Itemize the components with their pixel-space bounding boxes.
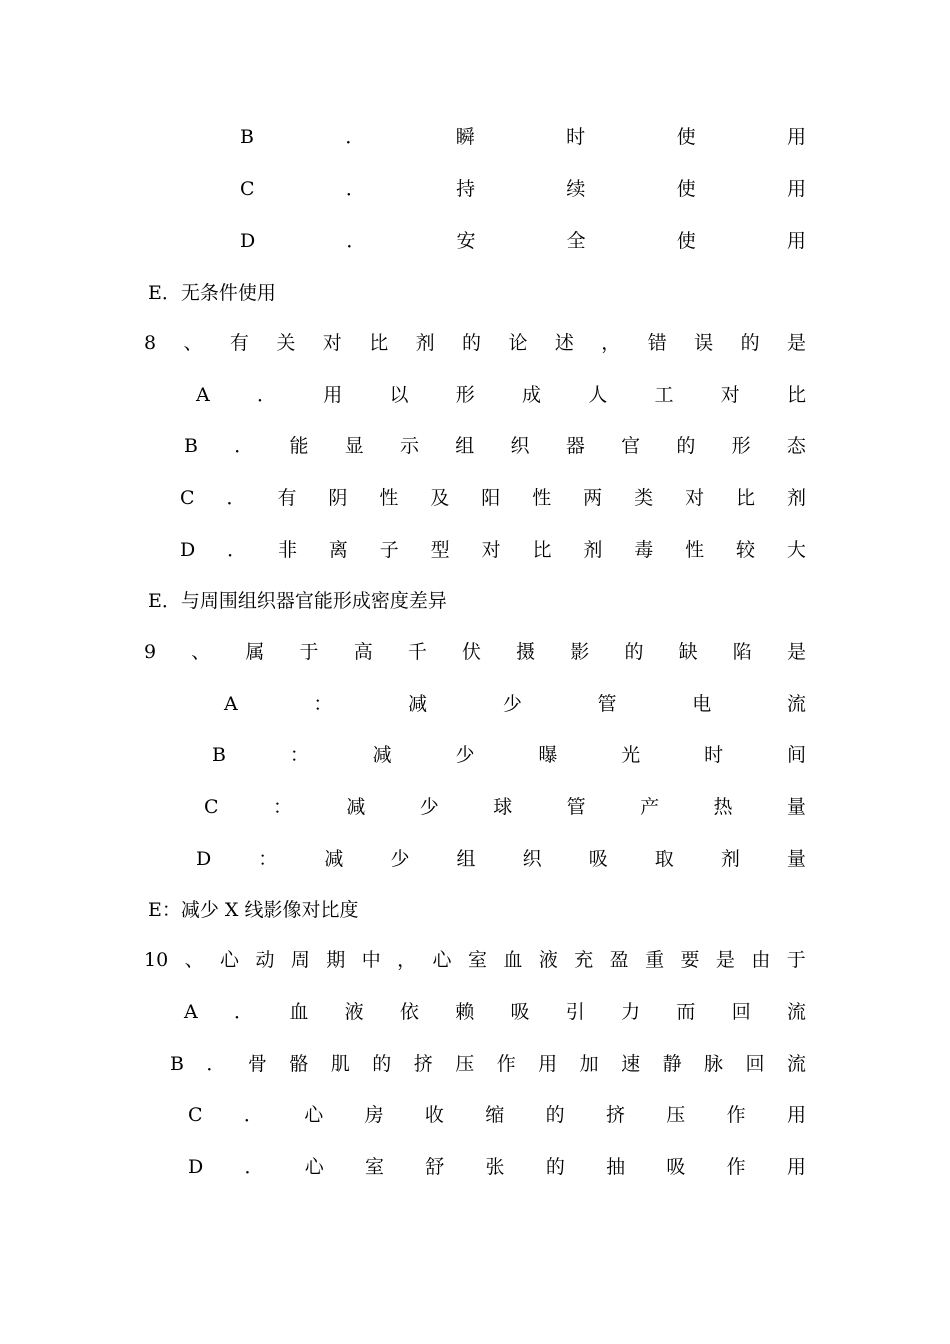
glyph: 是: [715, 949, 735, 971]
text-line: [240, 226, 806, 256]
glyph: 球: [493, 796, 513, 818]
glyph: 持: [456, 178, 476, 200]
glyph: 非: [278, 539, 298, 561]
option-9b: [0, 740, 950, 770]
text-line: [144, 945, 806, 975]
glyph: 续: [566, 178, 586, 200]
glyph: 是: [786, 641, 806, 663]
glyph: 室: [467, 949, 487, 971]
text-line: [240, 122, 806, 152]
glyph: C: [188, 1104, 203, 1126]
glyph: 流: [786, 1053, 806, 1075]
glyph: 周: [290, 949, 310, 971]
text-line: [170, 1049, 806, 1079]
glyph: 对: [720, 384, 740, 406]
glyph: 使: [676, 178, 696, 200]
glyph: 8: [144, 332, 157, 354]
glyph: 错: [647, 332, 667, 354]
glyph: 减: [408, 693, 428, 715]
option-8c: [0, 483, 950, 513]
glyph: 静: [662, 1053, 682, 1075]
glyph: 的: [545, 1104, 565, 1126]
glyph: 血: [289, 1001, 309, 1023]
glyph: 组: [455, 435, 475, 457]
glyph: A: [184, 1001, 198, 1023]
glyph: 的: [676, 435, 696, 457]
glyph: 依: [399, 1001, 419, 1023]
text-line: [196, 380, 806, 410]
glyph: 少: [390, 848, 410, 870]
text-line: [212, 740, 806, 770]
glyph: 舒: [425, 1156, 445, 1178]
text-line: [180, 483, 806, 513]
text-line: [224, 689, 806, 719]
glyph: D: [196, 848, 212, 870]
glyph: 用: [786, 1156, 806, 1178]
glyph: 量: [786, 848, 806, 870]
glyph: ．: [234, 435, 254, 457]
glyph: 组: [456, 848, 476, 870]
glyph: 比: [786, 384, 806, 406]
glyph: 形: [455, 384, 475, 406]
glyph: 心: [432, 949, 452, 971]
glyph: 剂: [720, 848, 740, 870]
glyph: 缩: [485, 1104, 505, 1126]
glyph: 减: [346, 796, 366, 818]
glyph: B: [212, 744, 226, 766]
glyph: 挤: [413, 1053, 433, 1075]
glyph: 比: [736, 487, 756, 509]
glyph: ，: [397, 949, 417, 971]
glyph: 作: [726, 1156, 746, 1178]
glyph: 电: [692, 693, 712, 715]
glyph: 肌: [330, 1053, 350, 1075]
glyph: 流: [786, 1001, 806, 1023]
glyph: 人: [588, 384, 608, 406]
glyph: 有: [229, 332, 249, 354]
glyph: 少: [455, 744, 475, 766]
glyph: 少: [419, 796, 439, 818]
glyph: 压: [666, 1104, 686, 1126]
glyph: ．: [226, 487, 246, 509]
glyph: 挤: [605, 1104, 625, 1126]
option-7e: [0, 278, 950, 308]
glyph: A: [224, 693, 238, 715]
glyph: 比: [532, 539, 552, 561]
glyph: 热: [713, 796, 733, 818]
glyph: 光: [621, 744, 641, 766]
text-line: [196, 844, 806, 874]
glyph: 摄: [516, 641, 536, 663]
glyph: 用: [323, 384, 343, 406]
glyph: 的: [372, 1053, 392, 1075]
glyph: 少: [502, 693, 522, 715]
glyph: 形: [731, 435, 751, 457]
text-line: [188, 1100, 806, 1130]
text-line: E．与周围组织器官能形成密度差异: [148, 590, 447, 612]
text-line: [144, 637, 806, 667]
glyph: 作: [726, 1104, 746, 1126]
glyph: 中: [361, 949, 381, 971]
text-line: E．无条件使用: [148, 282, 276, 304]
glyph: 成: [521, 384, 541, 406]
glyph: A: [196, 384, 210, 406]
option-9c: [0, 792, 950, 822]
glyph: 器: [565, 435, 585, 457]
glyph: 性: [532, 487, 552, 509]
glyph: 论: [508, 332, 528, 354]
glyph: 取: [654, 848, 674, 870]
glyph: 对: [685, 487, 705, 509]
option-10b: [0, 1049, 950, 1079]
glyph: 影: [570, 641, 590, 663]
glyph: 盈: [609, 949, 629, 971]
glyph: 伏: [462, 641, 482, 663]
glyph: B: [184, 435, 198, 457]
glyph: 全: [566, 230, 586, 252]
glyph: 大: [786, 539, 806, 561]
glyph: 回: [745, 1053, 765, 1075]
glyph: 吸: [666, 1156, 686, 1178]
glyph: 述: [554, 332, 574, 354]
glyph: 安: [456, 230, 476, 252]
glyph: 、: [184, 949, 204, 971]
glyph: 管: [597, 693, 617, 715]
glyph: ．: [243, 1104, 263, 1126]
glyph: 是: [786, 332, 806, 354]
glyph: 较: [736, 539, 756, 561]
glyph: ．: [345, 126, 365, 148]
text-line: [204, 792, 806, 822]
glyph: 两: [583, 487, 603, 509]
glyph: 赖: [455, 1001, 475, 1023]
glyph: 用: [538, 1053, 558, 1075]
glyph: 示: [400, 435, 420, 457]
glyph: 时: [704, 744, 724, 766]
glyph: 于: [299, 641, 319, 663]
glyph: D: [240, 230, 256, 252]
glyph: 期: [326, 949, 346, 971]
option-8d: [0, 535, 950, 565]
glyph: 骼: [289, 1053, 309, 1075]
glyph: 陷: [732, 641, 752, 663]
glyph: 充: [574, 949, 594, 971]
glyph: 作: [496, 1053, 516, 1075]
glyph: 引: [565, 1001, 585, 1023]
glyph: 速: [621, 1053, 641, 1075]
option-9a: [0, 689, 950, 719]
glyph: 态: [786, 435, 806, 457]
option-10d: [0, 1152, 950, 1182]
text-line: [144, 328, 806, 358]
glyph: 脉: [704, 1053, 724, 1075]
glyph: 间: [786, 744, 806, 766]
option-10c: [0, 1100, 950, 1130]
glyph: 力: [621, 1001, 641, 1023]
glyph: 收: [424, 1104, 444, 1126]
option-7d: [0, 226, 950, 256]
glyph: 剂: [786, 487, 806, 509]
option-8a: [0, 380, 950, 410]
glyph: 阳: [481, 487, 501, 509]
option-8e: [0, 586, 950, 616]
glyph: C: [240, 178, 255, 200]
glyph: 流: [786, 693, 806, 715]
glyph: 张: [485, 1156, 505, 1178]
option-9d: [0, 844, 950, 874]
glyph: 能: [289, 435, 309, 457]
glyph: 量: [786, 796, 806, 818]
glyph: 动: [255, 949, 275, 971]
text-line: [184, 997, 806, 1027]
glyph: 剂: [583, 539, 603, 561]
glyph: 用: [786, 230, 806, 252]
glyph: 心: [220, 949, 240, 971]
glyph: 的: [545, 1156, 565, 1178]
option-8b: [0, 431, 950, 461]
glyph: 瞬: [455, 126, 475, 148]
option-7c: [0, 174, 950, 204]
glyph: 9: [144, 641, 157, 663]
glyph: 管: [566, 796, 586, 818]
glyph: ：: [289, 744, 309, 766]
glyph: ：: [313, 693, 333, 715]
glyph: 、: [183, 332, 203, 354]
question-10: [0, 945, 950, 975]
glyph: B: [170, 1053, 184, 1075]
glyph: 心: [304, 1156, 324, 1178]
glyph: 子: [379, 539, 399, 561]
glyph: 吸: [510, 1001, 530, 1023]
glyph: 回: [731, 1001, 751, 1023]
glyph: 型: [430, 539, 450, 561]
text-line: [188, 1152, 806, 1182]
text-line: E：减少 X 线影像对比度: [148, 899, 359, 921]
glyph: 性: [379, 487, 399, 509]
glyph: ：: [258, 848, 278, 870]
glyph: 减: [324, 848, 344, 870]
glyph: 时: [566, 126, 586, 148]
glyph: 而: [676, 1001, 696, 1023]
glyph: 房: [364, 1104, 384, 1126]
glyph: D: [180, 539, 196, 561]
glyph: 官: [621, 435, 641, 457]
glyph: 要: [680, 949, 700, 971]
option-10a: [0, 997, 950, 1027]
question-8: [0, 328, 950, 358]
glyph: ．: [256, 384, 276, 406]
glyph: 及: [430, 487, 450, 509]
glyph: 的: [740, 332, 760, 354]
glyph: D: [188, 1156, 204, 1178]
glyph: B: [240, 126, 254, 148]
glyph: 对: [322, 332, 342, 354]
glyph: ：: [272, 796, 292, 818]
glyph: C: [180, 487, 195, 509]
glyph: 使: [676, 126, 696, 148]
glyph: 室: [365, 1156, 385, 1178]
text-line: [180, 535, 806, 565]
glyph: 血: [503, 949, 523, 971]
glyph: 的: [624, 641, 644, 663]
glyph: 毒: [634, 539, 654, 561]
glyph: 织: [510, 435, 530, 457]
glyph: 使: [676, 230, 696, 252]
glyph: 加: [579, 1053, 599, 1075]
glyph: ．: [227, 539, 247, 561]
glyph: 、: [191, 641, 211, 663]
text-line: [240, 174, 806, 204]
glyph: 用: [786, 126, 806, 148]
glyph: 抽: [606, 1156, 626, 1178]
glyph: 织: [522, 848, 542, 870]
option-9e: [0, 895, 950, 925]
glyph: ．: [234, 1001, 254, 1023]
glyph: 产: [640, 796, 660, 818]
glyph: 高: [353, 641, 373, 663]
glyph: 关: [276, 332, 296, 354]
glyph: 用: [786, 178, 806, 200]
glyph: ．: [206, 1053, 226, 1075]
glyph: 压: [455, 1053, 475, 1075]
question-9: [0, 637, 950, 667]
option-7b: [0, 122, 950, 152]
glyph: 骨: [247, 1053, 267, 1075]
glyph: 误: [694, 332, 714, 354]
glyph: C: [204, 796, 219, 818]
glyph: 重: [645, 949, 665, 971]
glyph: ．: [346, 230, 366, 252]
glyph: 曝: [538, 744, 558, 766]
glyph: 由: [751, 949, 771, 971]
glyph: 心: [304, 1104, 324, 1126]
glyph: 对: [481, 539, 501, 561]
glyph: 于: [786, 949, 806, 971]
glyph: 有: [277, 487, 297, 509]
glyph: 离: [328, 539, 348, 561]
glyph: 吸: [588, 848, 608, 870]
glyph: 属: [245, 641, 265, 663]
glyph: 减: [372, 744, 392, 766]
glyph: 性: [685, 539, 705, 561]
glyph: 以: [389, 384, 409, 406]
glyph: 缺: [678, 641, 698, 663]
glyph: 用: [786, 1104, 806, 1126]
glyph: 比: [369, 332, 389, 354]
glyph: 剂: [415, 332, 435, 354]
glyph: 的: [462, 332, 482, 354]
glyph: 工: [654, 384, 674, 406]
glyph: 液: [538, 949, 558, 971]
glyph: 阴: [328, 487, 348, 509]
glyph: 显: [344, 435, 364, 457]
glyph: ，: [601, 332, 621, 354]
glyph: 液: [344, 1001, 364, 1023]
glyph: ．: [244, 1156, 264, 1178]
glyph: 10: [144, 949, 169, 971]
glyph: 千: [407, 641, 427, 663]
glyph: ．: [345, 178, 365, 200]
glyph: 类: [634, 487, 654, 509]
text-line: [184, 431, 806, 461]
